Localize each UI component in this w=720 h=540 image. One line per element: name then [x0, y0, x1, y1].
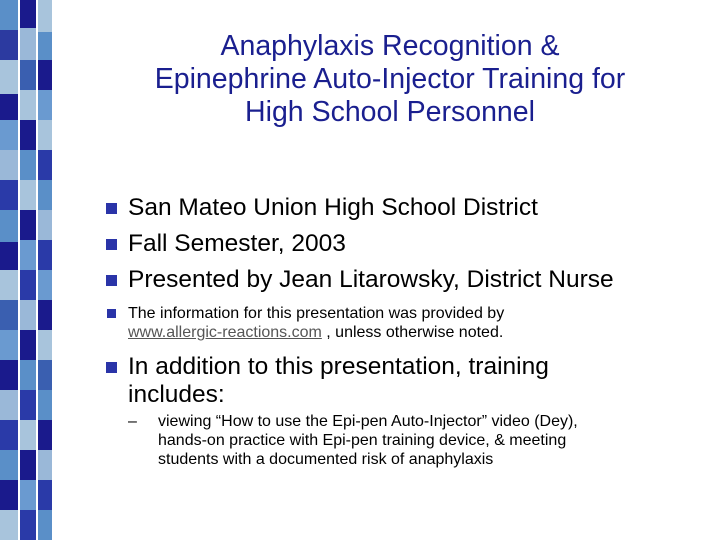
square-bullet-icon — [106, 239, 117, 250]
title-line-2: Epinephrine Auto-Injector Training for — [154, 63, 626, 95]
square-bullet-icon — [107, 309, 116, 318]
source-link[interactable]: www.allergic-reactions.com — [128, 324, 322, 341]
slide-title — [90, 30, 690, 129]
source-note-line-1: The information for this presentation was provided by — [128, 305, 505, 322]
source-note-line-2 — [128, 323, 503, 342]
training-line-2: includes: — [128, 381, 225, 408]
title-line-1: Anaphylaxis Recognition & — [220, 30, 560, 62]
square-bullet-icon — [106, 275, 117, 286]
source-note-suffix: , unless otherwise noted. — [321, 324, 504, 341]
sub-bullet-line-1: viewing “How to use the Epi-pen Auto-Injector” video (Dey), — [158, 413, 578, 430]
dash-bullet-icon: – — [128, 413, 137, 430]
sub-bullet-line-3: students with a documented risk of anaphylaxis — [158, 451, 494, 468]
decorative-stripe — [0, 0, 62, 540]
sub-bullet-line-2: hands-on practice with Epi-pen training device, & meeting — [158, 432, 567, 449]
bullet-text: Presented by Jean Litarowsky, District Nurse — [128, 266, 614, 293]
square-bullet-icon — [106, 362, 117, 373]
bullet-text: San Mateo Union High School District — [128, 194, 538, 221]
title-line-3: High School Personnel — [245, 96, 535, 128]
training-line-1: In addition to this presentation, training — [128, 353, 549, 380]
bullet-text: Fall Semester, 2003 — [128, 230, 346, 257]
square-bullet-icon — [106, 203, 117, 214]
